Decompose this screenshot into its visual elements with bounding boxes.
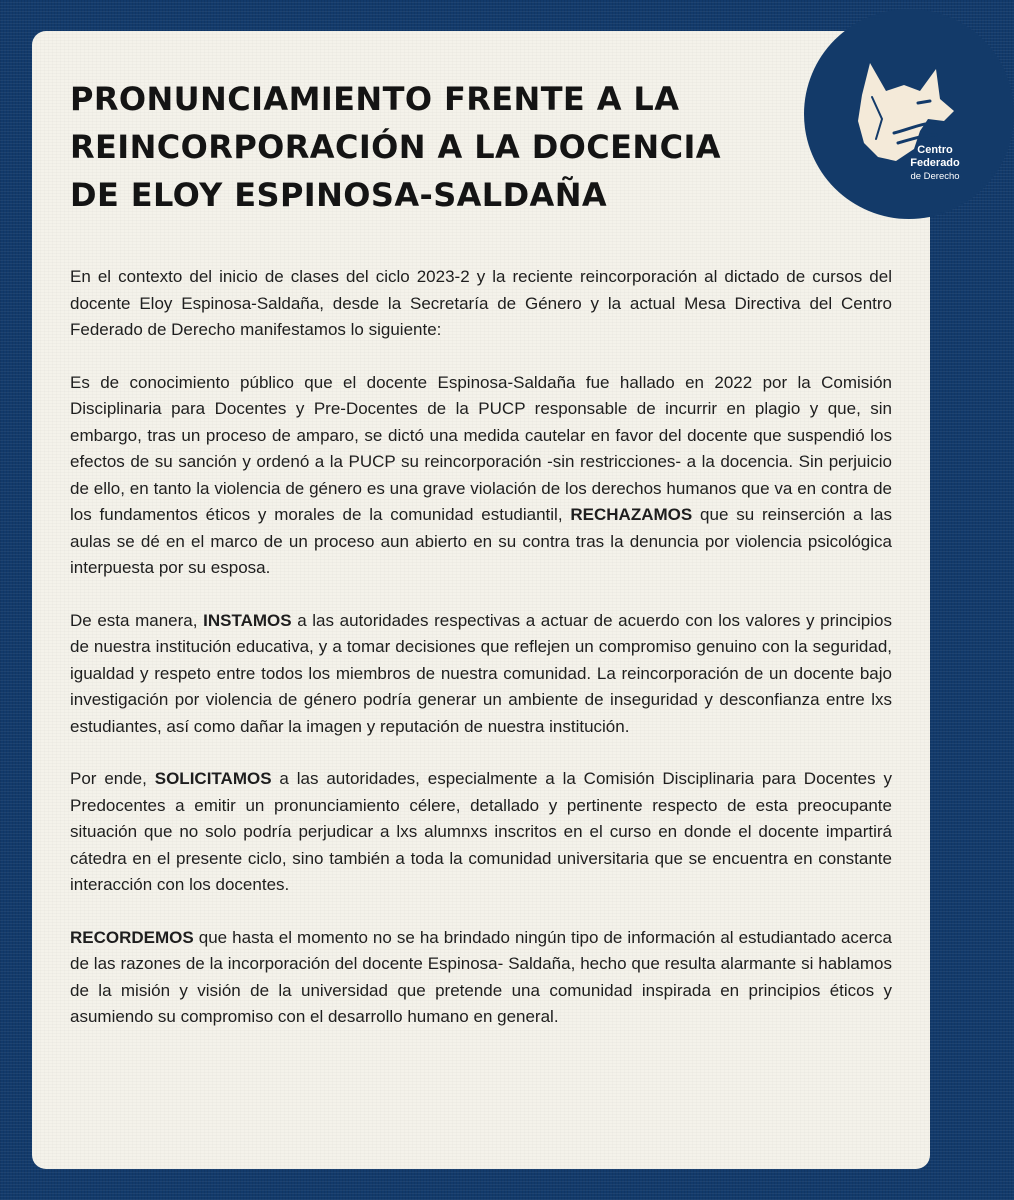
paragraph-solicitamos — [70, 766, 892, 899]
keyword-instamos: INSTAMOS — [203, 610, 292, 630]
paragraph-text: que hasta el momento no se ha brindado ningún tipo de información al estudiantado acerca de las razones de la incorporación del docente Espinosa- Saldaña, hecho que resulta alarmante si hablamos de la misión y visión de la universidad que pretende una comunidad inspirada en principios éticos y asumiendo su compromiso con el desarrollo humano en general. — [70, 927, 892, 1026]
paragraph-text: que su reinserción a las aulas se dé en el marco de un proceso aun abierto en su contra tras la denuncia por violencia psicológica interpuesta por su esposa. — [70, 505, 892, 577]
logo-line-1: Centro — [917, 144, 953, 156]
keyword-solicitamos: SOLICITAMOS — [154, 769, 272, 788]
keyword-rechazamos: RECHAZAMOS — [570, 505, 693, 524]
centro-federado-logo — [804, 9, 1014, 219]
paragraph-instamos — [70, 608, 892, 741]
paragraph-rechazamos — [70, 370, 892, 582]
paragraph-recordemos — [70, 925, 892, 1031]
keyword-recordemos: RECORDEMOS — [70, 927, 194, 947]
paragraph-intro-text: En el contexto del inicio de clases del ciclo 2023-2 y la reciente reincorporación al dictado de cursos del docente Eloy Espinosa-Saldaña, desde la Secretaría de Género y la actual Mesa Directiva del Centro Federado de Derecho manifestamos lo siguiente: — [70, 267, 892, 339]
title-line-3: DE ELOY ESPINOSA-SALDAÑA — [70, 176, 608, 214]
paragraph-text: De esta manera, — [70, 610, 198, 630]
paragraph-text: Por ende, — [70, 769, 147, 788]
paragraph-text: a las autoridades respectivas a actuar de acuerdo con los valores y principios de nuestra institución educativa, y a tomar decisiones que reflejen un compromiso genuino con la seguridad, igualdad y respeto entre todos los miembros de nuestra comunidad. La reincorporación de un docente bajo investigación por violencia de género podría generar un ambiente de inseguridad y desconfianza entre lxs estudiantes, así como dañar la imagen y reputación de nuestra institución. — [70, 610, 892, 736]
title-line-1: PRONUNCIAMIENTO FRENTE A LA — [70, 80, 680, 118]
statement-card — [32, 31, 960, 1169]
logo-line-3: de Derecho — [910, 171, 960, 182]
paragraph-intro — [70, 264, 892, 344]
statement-body — [70, 264, 892, 1057]
paragraph-text: Es de conocimiento público que el docente Espinosa-Saldaña fue hallado en 2022 por la Comisión Disciplinaria para Docentes y Pre-Docentes de la PUCP responsable de incurrir en plagio y que, sin embargo, tras un proceso de amparo, se dictó una medida cautelar en favor del docente que suspendió los efectos de su sanción y ordenó a la PUCP su reincorporación -sin restricciones- a la docencia. Sin perjuicio de ello, en tanto la violencia de género es una grave violación de los derechos humanos que va en contra de los fundamentos éticos y morales de la comunidad estudiantil, — [70, 372, 892, 524]
page-title — [70, 75, 790, 219]
paragraph-text: a las autoridades, especialmente a la Comisión Disciplinaria para Docentes y Predocentes a emitir un pronunciamiento célere, detallado y pertinente respecto de esta preocupante situación que no solo podría perjudicar a lxs alumnxs inscritos en el curso en donde el docente impartirá cátedra en el presente ciclo, sino también a toda la comunidad universitaria que se encuentra en constante interacción con los docentes. — [70, 769, 892, 894]
logo-text — [900, 144, 970, 183]
logo-line-2: Federado — [910, 157, 960, 169]
title-line-2: REINCORPORACIÓN A LA DOCENCIA — [70, 128, 721, 166]
